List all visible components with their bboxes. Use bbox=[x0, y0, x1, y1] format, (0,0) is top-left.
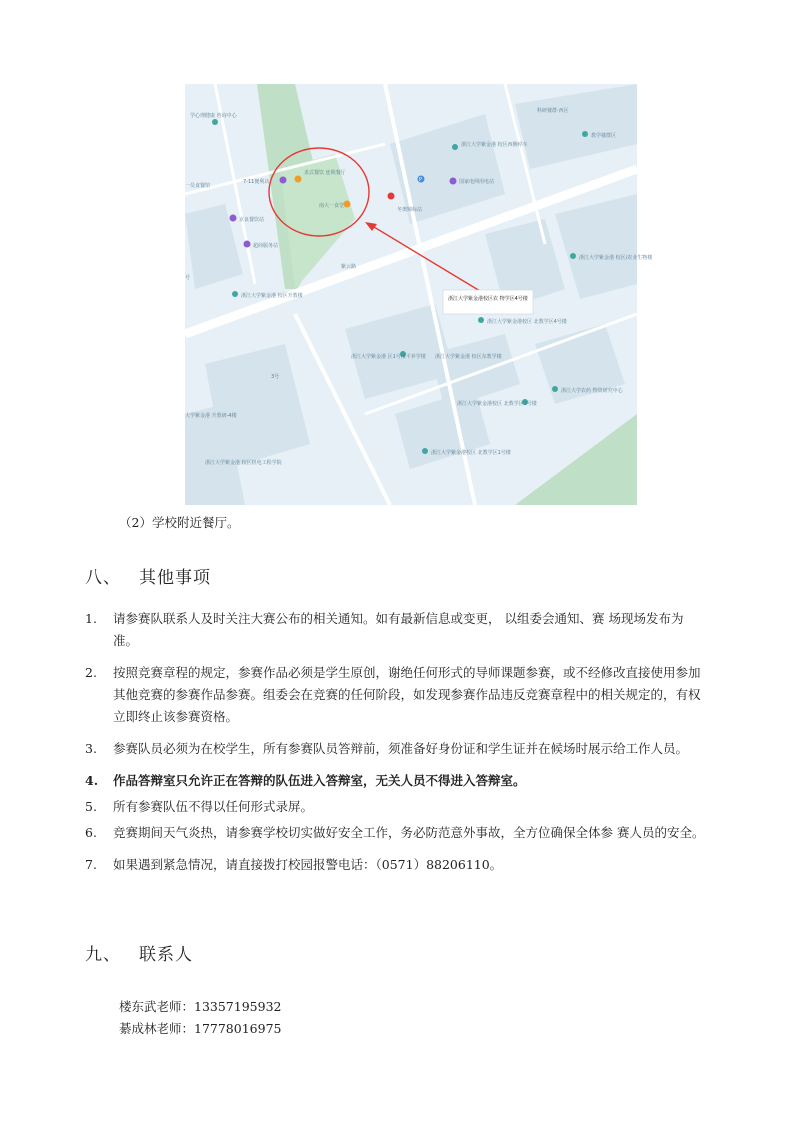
map-label: 南大一食堂 bbox=[319, 203, 345, 209]
list-item-number: 1. bbox=[85, 611, 97, 626]
list-item-text: 按照竞赛章程的规定，参赛作品必须是学生原创，谢绝任何形式的导师课题参赛，或不经修改直接使用参加其他竞赛的参赛作品参赛。组委会在竞赛的任何阶段，如发现参赛作品违反竞赛章程中的相关规定的，有权立即终止该参赛资格。 bbox=[113, 665, 701, 724]
poi-marker bbox=[582, 131, 588, 137]
map-canvas bbox=[185, 84, 653, 505]
section-8-heading bbox=[85, 563, 211, 588]
poi-marker bbox=[280, 177, 287, 184]
parking-label: P bbox=[419, 177, 423, 183]
other-matters-list bbox=[85, 608, 705, 886]
poi-marker bbox=[478, 317, 484, 323]
map-label: 浙江大学紫金港 校区/农业生物楼 bbox=[579, 255, 653, 261]
list-item bbox=[85, 796, 705, 818]
section-8-title: 其他事项 bbox=[139, 568, 211, 588]
poi-marker bbox=[450, 178, 457, 185]
map-label: 浙江大学紫金港 区1号楼平养学楼 bbox=[351, 354, 426, 360]
poi-marker bbox=[388, 193, 395, 200]
list-item bbox=[85, 854, 705, 876]
poi-marker bbox=[552, 386, 558, 392]
map-label: 号 bbox=[185, 275, 191, 281]
list-item-number: 3. bbox=[85, 741, 97, 756]
map-caption: （2）学校附近餐厅。 bbox=[119, 515, 240, 530]
section-8-number: 八、 bbox=[85, 568, 121, 588]
list-item-number: 5. bbox=[85, 799, 97, 814]
poi-marker bbox=[230, 215, 237, 222]
map-label: 7-11便利店 bbox=[243, 179, 270, 185]
poi-marker bbox=[422, 448, 428, 454]
list-item-text: 如果遇到紧急情况，请直接拨打校园报警电话：（0571）88206110。 bbox=[113, 857, 503, 872]
map-label: 3号 bbox=[271, 374, 280, 380]
map-label: 大学紫金港 升教研-4楼 bbox=[185, 413, 237, 419]
callout-text: 浙江大学紫金港校区农 物学区4号楼 bbox=[448, 296, 528, 302]
list-item bbox=[85, 738, 705, 760]
map-label: 浙江大学农药 物资研究中心 bbox=[561, 388, 623, 394]
map-label: 国家电网用电站 bbox=[459, 179, 495, 185]
contact-line: 楼东武老师：13357195932 bbox=[119, 999, 282, 1014]
section-9-heading bbox=[85, 940, 193, 965]
map-label: 浙江大学紫金港 校区东教学楼 bbox=[435, 354, 502, 360]
map-label: 学心理健康 咨询中心 bbox=[190, 113, 237, 119]
map-label: 教学楼群区 bbox=[591, 133, 617, 139]
restaurant-marker bbox=[295, 176, 302, 183]
map-label: 浙江大学紫金港校区 北教学区4号楼 bbox=[487, 319, 567, 325]
list-item bbox=[85, 822, 705, 844]
restaurant-marker bbox=[344, 201, 351, 208]
map-label: 一员食餐馆 bbox=[185, 183, 211, 189]
road-name: 紫云路 bbox=[341, 264, 357, 270]
list-item-number: 6. bbox=[85, 825, 97, 840]
campus-map bbox=[185, 84, 653, 505]
map-label: 浙江大学紫金港 校区西侧停车 bbox=[461, 142, 528, 148]
list-item-text: 请参赛队联系人及时关注大赛公布的相关通知。如有最新信息或变更， 以组委会通知、赛 场现场发布为准。 bbox=[113, 611, 684, 648]
map-label: 京良餐饮站 bbox=[239, 217, 265, 223]
poi-marker bbox=[570, 253, 576, 259]
list-item bbox=[85, 608, 705, 652]
section-9-number: 九、 bbox=[85, 945, 121, 965]
poi-marker bbox=[212, 119, 218, 125]
list-item-number: 2. bbox=[85, 665, 97, 680]
list-item-number: 4. bbox=[85, 773, 99, 788]
list-item-text: 参赛队员必须为在校学生，所有参赛队员答辩前，须准备好身份证和学生证并在候场时展示给工作人员。 bbox=[113, 741, 689, 756]
poi-marker bbox=[244, 241, 251, 248]
section-9-title: 联系人 bbox=[139, 945, 193, 965]
list-item bbox=[85, 770, 705, 792]
list-item-text: 作品答辩室只允许正在答辩的队伍进入答辩室，无关人员不得进入答辩室。 bbox=[113, 773, 526, 788]
list-item-text: 所有参赛队伍不得以任何形式录屏。 bbox=[113, 799, 314, 814]
map-label: 超商服务站 bbox=[253, 243, 279, 249]
list-item-number: 7. bbox=[85, 857, 97, 872]
map-label: 求式餐饮 连锁餐厅 bbox=[304, 170, 346, 176]
map-label: 科研楼群·西区 bbox=[537, 108, 569, 114]
callout-box bbox=[443, 290, 533, 314]
map-label: 浙江大学紫金港校区 北教学区2号楼 bbox=[457, 401, 537, 407]
poi-marker bbox=[452, 144, 458, 150]
poi-marker bbox=[232, 291, 238, 297]
list-item bbox=[85, 662, 705, 728]
list-item-text: 竞赛期间天气炎热，请参赛学校切实做好安全工作，务必防范意外事故，全方位确保全体参 赛人员的安全。 bbox=[113, 825, 705, 840]
map-label: 浙江大学紫金港 校区机电工程学院 bbox=[205, 460, 282, 466]
map-label: 浙江大学紫金港校区 北教学区1号楼 bbox=[431, 450, 511, 456]
contact-line: 綦成林老师：17778016975 bbox=[119, 1021, 282, 1036]
map-label: 浙江大学紫金港 校区升教楼 bbox=[241, 293, 303, 299]
map-label: 冬奥锦标站 bbox=[397, 207, 423, 213]
